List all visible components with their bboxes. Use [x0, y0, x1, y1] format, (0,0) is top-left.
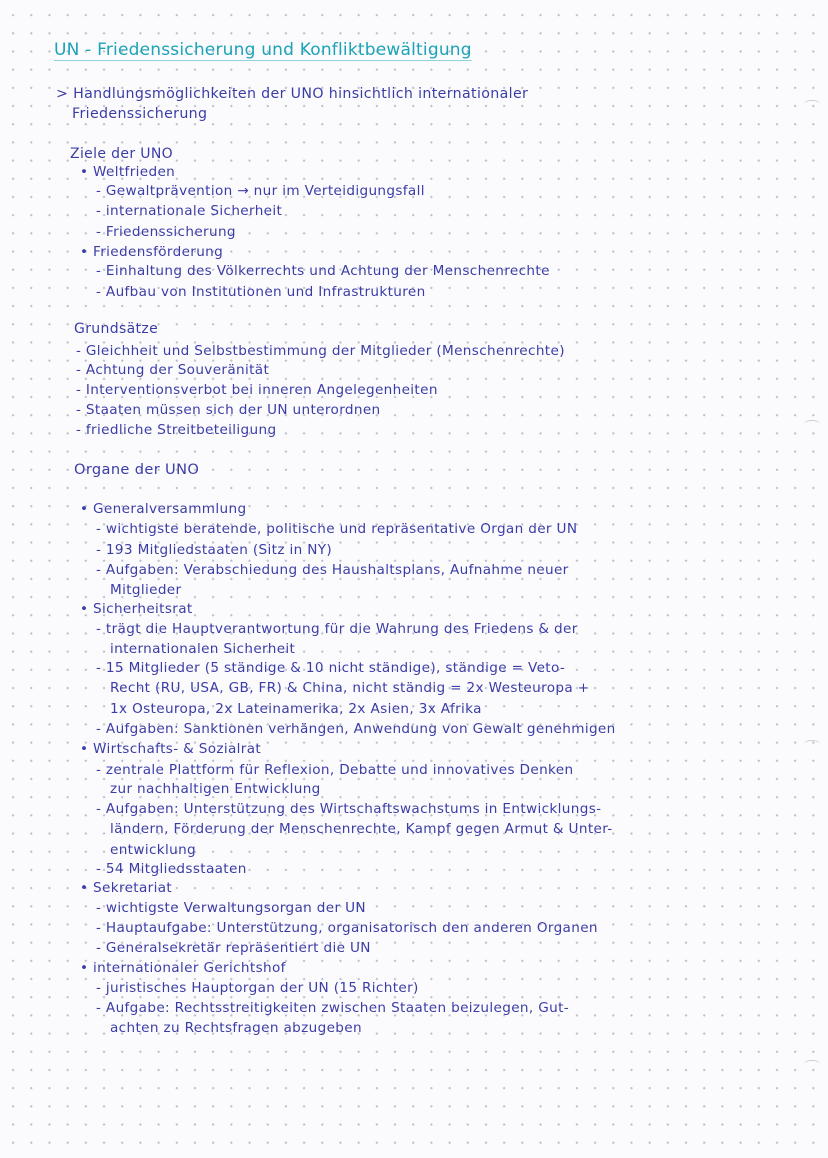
ws-line: ländern, Förderung der Menschenrechte, Kampf gegen Armut & Unter- [110, 821, 613, 837]
organ-gerichtshof: • internationaler Gerichtshof [80, 960, 286, 976]
gv-line: - 193 Mitgliedstaaten (Sitz in NY) [96, 542, 333, 558]
binder-hole-mark [804, 1060, 820, 1067]
sek-line: - Hauptaufgabe: Unterstützung, organisatorisch den anderen Organen [96, 920, 598, 936]
sr-line: Recht (RU, USA, GB, FR) & China, nicht ständig = 2x Westeuropa + [110, 680, 590, 696]
ziele-wf-item: - Friedenssicherung [96, 224, 236, 240]
ws-line: - zentrale Plattform für Reflexion, Debatte und innovatives Denken [96, 762, 574, 778]
organ-wirtschafts-sozialrat: • Wirtschafts- & Sozialrat [80, 741, 262, 757]
sr-line: 1x Osteuropa, 2x Lateinamerika, 2x Asien, 3x Afrika [110, 701, 482, 717]
ws-line: entwicklung [110, 842, 197, 858]
grundsaetze-item: - Staaten müssen sich der UN unterordnen [76, 402, 381, 418]
gv-line: - Aufgaben: Verabschiedung des Haushaltsplans, Aufnahme neuer [96, 562, 569, 578]
organ-generalversammlung: • Generalversammlung [80, 501, 247, 517]
gv-line: - wichtigste beratende, politische und repräsentative Organ der UN [96, 521, 578, 537]
binder-hole-mark [804, 100, 820, 107]
igh-line: - Aufgabe: Rechtsstreitigkeiten zwischen Staaten beizulegen, Gut- [96, 1000, 570, 1016]
intro-line-1: > Handlungsmöglichkeiten der UNO hinsichtlich internationaler [56, 86, 529, 102]
sek-line: - Generalsekretär repräsentiert die UN [96, 940, 371, 956]
ws-line: - 54 Mitgliedsstaaten [96, 861, 247, 877]
page-title: UN - Friedenssicherung und Konfliktbewältigung [54, 40, 472, 60]
ziele-wf-item: - Gewaltprävention → nur im Verteidigungsfall [96, 183, 425, 199]
sr-line: - Aufgaben: Sanktionen verhängen, Anwendung von Gewalt genehmigen [96, 721, 616, 737]
grundsaetze-item: - Gleichheit und Selbstbestimmung der Mitglieder (Menschenrechte) [76, 343, 565, 359]
sr-line: - 15 Mitglieder (5 ständige & 10 nicht ständige), ständige = Veto- [96, 660, 566, 676]
binder-hole-mark [804, 420, 820, 427]
organ-sicherheitsrat: • Sicherheitsrat [80, 601, 193, 617]
ziele-weltfrieden: • Weltfrieden [80, 164, 176, 180]
igh-line: - juristisches Hauptorgan der UN (15 Richter) [96, 980, 419, 996]
ziele-ff-item: - Einhaltung des Völkerrechts und Achtung der Menschenrechte [96, 263, 550, 279]
binder-hole-mark [804, 740, 820, 747]
sr-line: internationalen Sicherheit [110, 641, 296, 657]
ziele-heading: Ziele der UNO [70, 146, 174, 162]
grundsaetze-item: - friedliche Streitbeteiligung [76, 422, 277, 438]
sek-line: - wichtigste Verwaltungsorgan der UN [96, 900, 366, 916]
grundsaetze-item: - Achtung der Souveränität [76, 362, 270, 378]
ws-line: zur nachhaltigen Entwicklung [110, 781, 321, 797]
sr-line: - trägt die Hauptverantwortung für die Wahrung des Friedens & der [96, 621, 578, 637]
ziele-wf-item: - internationale Sicherheit [96, 203, 283, 219]
ziele-foerderung: • Friedensförderung [80, 244, 224, 260]
organe-heading: Organe der UNO [74, 461, 200, 478]
igh-line: achten zu Rechtsfragen abzugeben [110, 1020, 362, 1036]
grundsaetze-heading: Grundsätze [74, 321, 159, 337]
intro-line-2: Friedenssicherung [72, 106, 208, 122]
gv-line: Mitglieder [110, 582, 182, 598]
ws-line: - Aufgaben: Unterstützung des Wirtschaftswachstums in Entwicklungs- [96, 801, 602, 817]
grundsaetze-item: - Interventionsverbot bei inneren Angelegenheiten [76, 382, 438, 398]
organ-sekretariat: • Sekretariat [80, 880, 173, 896]
ziele-ff-item: - Aufbau von Institutionen und Infrastrukturen [96, 284, 426, 300]
